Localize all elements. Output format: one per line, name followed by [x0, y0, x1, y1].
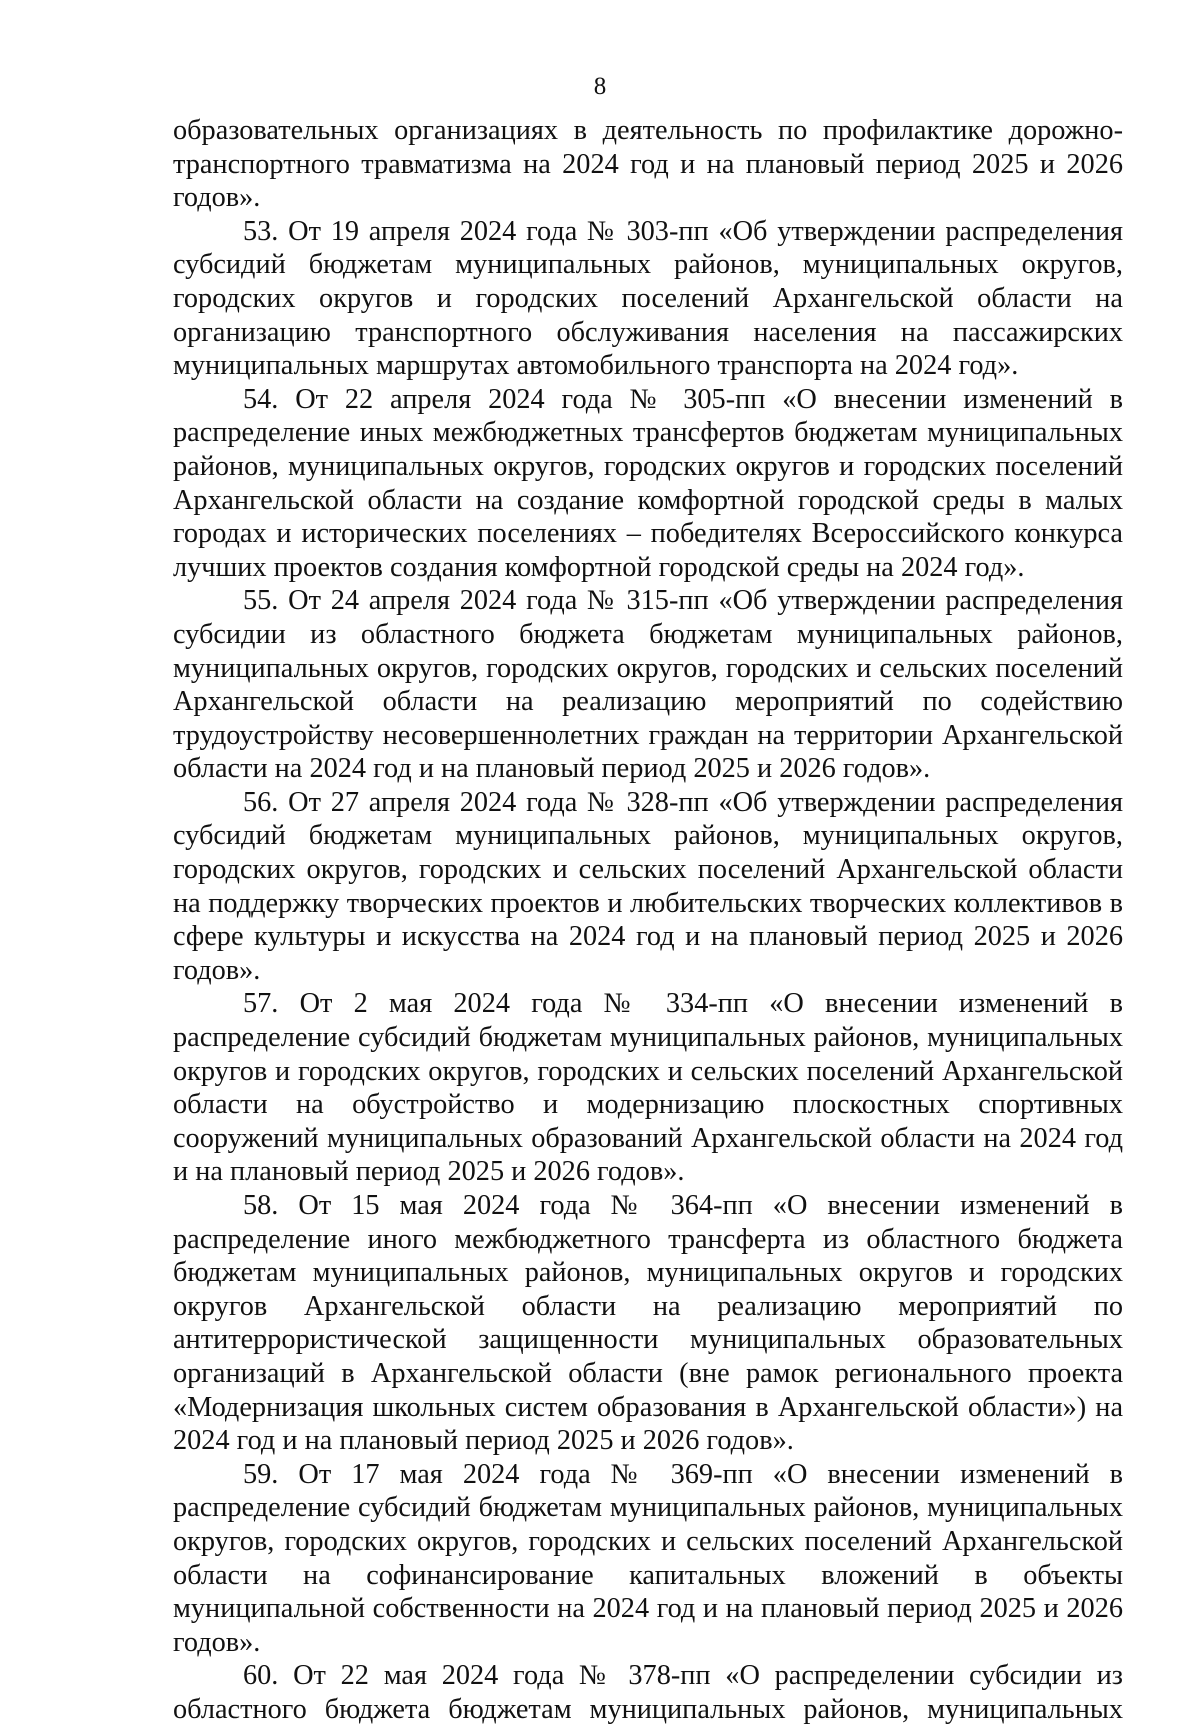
- list-item-59: 59. От 17 мая 2024 года № 369-пп «О внесении изменений в распределение субсидий бюджетам муниципальных районов, муниципальных округов, городских округов, городских и сельских поселений Архангельской области на софинансирование капитальных вложений в объекты муниципальной собственности на 2024 год и на плановый период 2025 и 2026 годов».: [173, 1458, 1123, 1658]
- list-item-58: 58. От 15 мая 2024 года № 364-пп «О внесении изменений в распределение иного межбюджетного трансферта из областного бюджета бюджетам муниципальных районов, муниципальных округов и городских округов Архангельской области на реализацию мероприятий по антитеррористической защищенности муниципальных образовательных организаций в Архангельской области (вне рамок регионального проекта «Модернизация школьных систем образования в Архангельской области») на 2024 год и на плановый период 2025 и 2026 годов».: [173, 1190, 1123, 1457]
- paragraph-continuation: образовательных организациях в деятельность по профилактике дорожно-транспортного травматизма на 2024 год и на плановый период 2025 и 2026 годов».: [173, 115, 1123, 214]
- list-item-53: 53. От 19 апреля 2024 года № 303-пп «Об утверждении распределения субсидий бюджетам муниципальных районов, муниципальных округов, городских округов и городских поселений Архангельской области на организацию транспортного обслуживания населения на пассажирских муниципальных маршрутах автомобильного транспорта на 2024 год».: [173, 215, 1123, 382]
- list-item-60: 60. От 22 мая 2024 года № 378-пп «О распределении субсидии из областного бюджета бюджетам муниципальных районов, муниципальных: [173, 1660, 1123, 1725]
- list-item-57: 57. От 2 мая 2024 года № 334-пп «О внесении изменений в распределение субсидий бюджетам муниципальных районов, муниципальных округов и городских округов, городских и сельских поселений Архангельской области на обустройство и модернизацию плоскостных спортивных сооружений муниципальных образований Архангельской области на 2024 год и на плановый период 2025 и 2026 годов».: [173, 988, 1123, 1188]
- list-item-56: 56. От 27 апреля 2024 года № 328-пп «Об утверждении распределения субсидий бюджетам муниципальных районов, муниципальных округов, городских округов, городских и сельских поселений Архангельской области на поддержку творческих проектов и любительских творческих коллективов в сфере культуры и искусства на 2024 год и на плановый период 2025 и 2026 годов».: [173, 786, 1123, 986]
- list-item-55: 55. От 24 апреля 2024 года № 315-пп «Об утверждении распределения субсидии из областного бюджета бюджетам муниципальных районов, муниципальных округов, городских округов, городских и сельских поселений Архангельской области на реализацию мероприятий по содействию трудоустройству несовершеннолетних граждан на территории Архангельской области на 2024 год и на плановый период 2025 и 2026 годов».: [173, 585, 1123, 785]
- document-body: [173, 114, 1123, 1727]
- page-number: 8: [593, 73, 607, 100]
- list-item-54: 54. От 22 апреля 2024 года № 305-пп «О внесении изменений в распределение иных межбюджетных трансфертов бюджетам муниципальных районов, муниципальных округов, городских округов и городских поселений Архангельской области на создание комфортной городской среды в малых городах и исторических поселениях – победителях Всероссийского конкурса лучших проектов создания комфортной городской среды на 2024 год».: [173, 383, 1123, 583]
